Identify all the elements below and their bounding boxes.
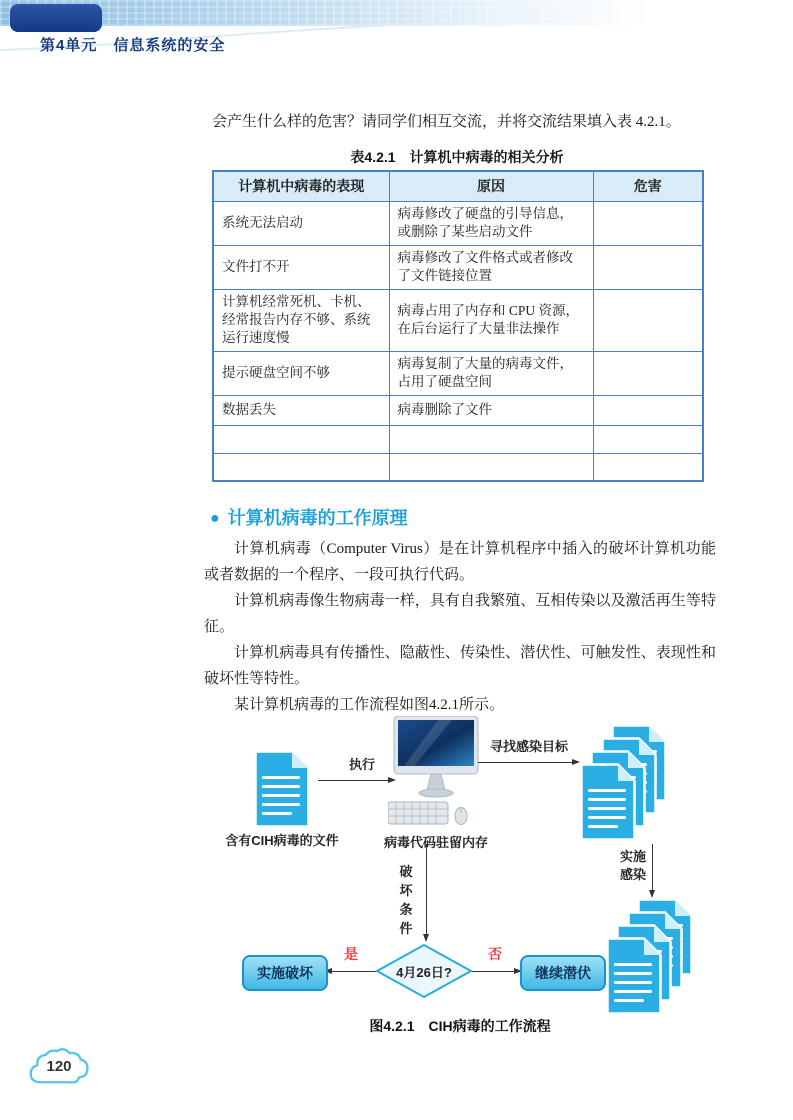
figure-caption: 图4.2.1 CIH病毒的工作流程 <box>369 1018 551 1034</box>
arrow-right-icon <box>478 762 578 763</box>
table-cell: 系统无法启动 <box>213 201 389 245</box>
paragraph: 计算机病毒具有传播性、隐蔽性、传染性、潜伏性、可触发性、表现性和破坏性等特性。 <box>204 645 716 687</box>
document-stack-icon <box>606 898 696 1023</box>
arrow-left-icon <box>326 971 376 972</box>
table-cell <box>593 453 703 481</box>
table-caption: 表4.2.1 计算机中病毒的相关分析 <box>350 149 564 165</box>
table-cell <box>213 425 389 453</box>
table-header-cell: 危害 <box>593 171 703 201</box>
execute-label: 执行 <box>348 757 375 772</box>
table-cell: 病毒占用了内存和 CPU 资源，在后台运行了大量非法操作 <box>389 289 593 351</box>
table-cell <box>593 395 703 425</box>
table-cell <box>593 351 703 395</box>
section-paragraphs <box>204 536 716 718</box>
table-row <box>213 351 703 395</box>
table-row <box>213 395 703 425</box>
table-header-cell: 计算机中病毒的表现 <box>213 171 389 201</box>
table-cell: 病毒修改了硬盘的引导信息，或删除了某些启动文件 <box>389 201 593 245</box>
condition-label: 破坏条件 <box>399 864 413 936</box>
section-heading <box>210 504 408 530</box>
paragraph: 计算机病毒像生物病毒一样，具有自我繁殖、互相传染以及激活再生等特征。 <box>204 593 716 635</box>
table-cell: 数据丢失 <box>213 395 389 425</box>
page-number-cloud <box>26 1046 92 1094</box>
no-label: 否 <box>488 946 502 962</box>
table-cell: 病毒删除了文件 <box>389 395 593 425</box>
virus-analysis-table <box>212 170 704 482</box>
yes-label: 是 <box>344 946 358 962</box>
computer-label: 病毒代码驻留内存 <box>383 835 488 850</box>
latent-box: 继续潜伏 <box>520 955 606 991</box>
document-icon <box>252 748 312 835</box>
table-row <box>213 453 703 481</box>
table-cell <box>593 245 703 289</box>
table-header-cell: 原因 <box>389 171 593 201</box>
virus-flow-diagram <box>225 716 718 1018</box>
table-cell: 提示硬盘空间不够 <box>213 351 389 395</box>
table-row <box>213 425 703 453</box>
table-cell: 文件打不开 <box>213 245 389 289</box>
paragraph: 计算机病毒（Computer Virus）是在计算机程序中插入的破坏计算机功能或者数据的一个程序、一段可执行代码。 <box>204 541 716 583</box>
paragraph: 某计算机病毒的工作流程如图4.2.1所示。 <box>234 697 505 713</box>
arrow-down-icon <box>652 844 653 896</box>
table-row <box>213 201 703 245</box>
table-cell <box>593 289 703 351</box>
arrow-down-icon <box>426 844 427 940</box>
search-target-label: 寻找感染目标 <box>489 739 568 754</box>
computer-icon <box>388 716 484 835</box>
table-cell <box>389 453 593 481</box>
table-row <box>213 245 703 289</box>
table-cell: 病毒复制了大量的病毒文件，占用了硬盘空间 <box>389 351 593 395</box>
table-row <box>213 289 703 351</box>
destroy-box: 实施破坏 <box>242 955 328 991</box>
header-band <box>0 0 793 26</box>
table-cell <box>213 453 389 481</box>
intro-paragraph: 会产生什么样的危害？请同学们相互交流，并将交流结果填入表 4.2.1。 <box>212 114 681 130</box>
table-cell <box>593 201 703 245</box>
decision-label: 4月26日? <box>396 964 452 980</box>
table-header-row <box>213 171 703 201</box>
section-heading-text: 计算机病毒的工作原理 <box>227 508 408 528</box>
unit-title: 第4单元 信息系统的安全 <box>40 37 226 54</box>
table-cell: 计算机经常死机、卡机、经常报告内存不够、系统运行速度慢 <box>213 289 389 351</box>
decision-diamond <box>376 944 472 998</box>
table-cell <box>389 425 593 453</box>
infect-label: 实施感染 <box>619 849 646 882</box>
document-stack-icon <box>580 724 670 849</box>
arrow-right-icon <box>472 971 520 972</box>
bullet-icon: ● <box>210 510 220 527</box>
virus-file-label: 含有CIH病毒的文件 <box>225 833 339 848</box>
table-cell <box>593 425 703 453</box>
table-cell: 病毒修改了文件格式或者修改了文件链接位置 <box>389 245 593 289</box>
header-unit-tab <box>10 4 102 32</box>
arrow-right-icon <box>318 780 394 781</box>
page-number: 120 <box>46 1058 72 1075</box>
